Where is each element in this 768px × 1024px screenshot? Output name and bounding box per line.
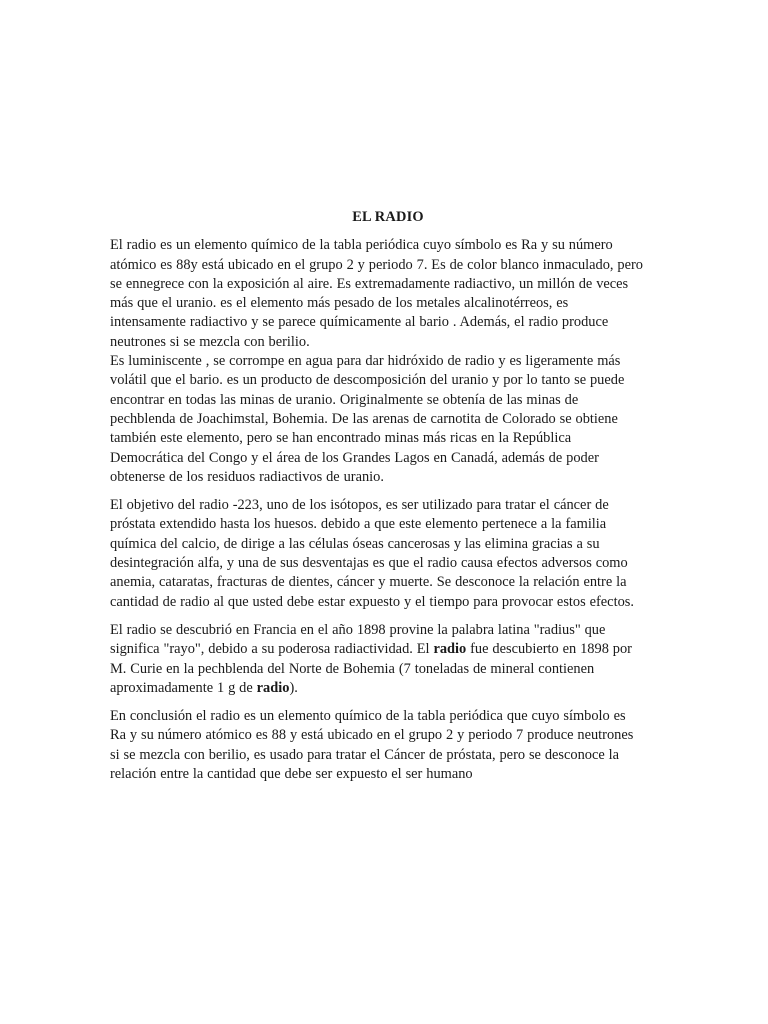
text-line: atómico es 88y está ubicado en el grupo 2 y periodo 7. Es de color blanco inmaculado, pero: [110, 256, 643, 273]
text-line: volátil que el bario. es un producto de descomposición del uranio y por lo tanto se puede: [110, 372, 625, 389]
text-line: cantidad de radio al que usted debe estar expuesto y el tiempo para provocar estos efectos.: [110, 593, 634, 610]
text-line: intensamente radiactivo y se parece químicamente al bario . Además, el radio produce: [110, 314, 609, 331]
text-line: obtenerse de los residuos radiactivos de uranio.: [110, 468, 384, 485]
text-line: El radio es un elemento químico de la tabla periódica cuyo símbolo es Ra y su número: [110, 237, 613, 254]
document-title: EL RADIO: [352, 209, 424, 225]
document-body: [110, 208, 666, 793]
paragraph-5: [110, 707, 666, 784]
text-line: si se mezcla con berilio, es usado para tratar el Cáncer de próstata, pero se desconoce la: [110, 746, 620, 763]
paragraph-4: [110, 621, 666, 698]
text-line: neutrones si se mezcla con berilio.: [110, 333, 310, 350]
text-line: En conclusión el radio es un elemento químico de la tabla periódica que cuyo símbolo es: [110, 708, 626, 725]
text-line: [110, 640, 666, 659]
bold-term: radio: [433, 641, 467, 658]
paragraph-2: [110, 352, 666, 487]
text-line: se ennegrece con la exposición al aire. Es extremadamente radiactivo, un millón de veces: [110, 275, 629, 292]
text-line: pechblenda de Joachimstal, Bohemia. De las arenas de carnotita de Colorado se obtiene: [110, 410, 618, 427]
text-line: anemia, cataratas, fracturas de dientes, cáncer y muerte. Se desconoce la relación entre la: [110, 574, 627, 591]
text-line: M. Curie en la pechblenda del Norte de Bohemia (7 toneladas de mineral contienen: [110, 660, 595, 677]
text-line: encontrar en todas las minas de uranio. Originalmente se obtenía de las minas de: [110, 391, 579, 408]
text-line: próstata extendido hasta los huesos. debido a que este elemento pertenece a la familia: [110, 516, 607, 533]
text-line: más que el uranio. es el elemento más pesado de los metales alcalinotérreos, es: [110, 295, 569, 312]
text-line: desintegración alfa, y una de sus desventajas es que el radio causa efectos adversos como: [110, 555, 628, 572]
text-line: química del calcio, de dirige a las células óseas cancerosas y las elimina gracias a su: [110, 535, 600, 552]
text-line: también este elemento, pero se han encontrado minas más ricas en la República: [110, 430, 572, 447]
bold-term: radio: [256, 679, 290, 696]
paragraph-1: [110, 236, 666, 352]
text-line: El radio se descubrió en Francia en el año 1898 provine la palabra latina "radius" que: [110, 621, 606, 638]
text-run: aproximadamente 1 g de: [110, 679, 257, 696]
paragraph-3: [110, 496, 666, 612]
text-line: Es luminiscente , se corrompe en agua para dar hidróxido de radio y es ligeramente más: [110, 353, 621, 370]
text-line: Democrática del Congo y el área de los Grandes Lagos en Canadá, además de poder: [110, 449, 599, 466]
text-run: significa "rayo", debido a su poderosa radiactividad. El: [110, 641, 434, 658]
text-line: Ra y su número atómico es 88 y está ubicado en el grupo 2 y periodo 7 produce neutrones: [110, 727, 634, 744]
text-line: [110, 679, 666, 698]
text-run: ).: [289, 679, 298, 696]
text-line: relación entre la cantidad que debe ser expuesto el ser humano: [110, 766, 473, 783]
text-line: El objetivo del radio -223, uno de los isótopos, es ser utilizado para tratar el cáncer de: [110, 497, 609, 514]
text-run: fue descubierto en 1898 por: [466, 641, 632, 658]
